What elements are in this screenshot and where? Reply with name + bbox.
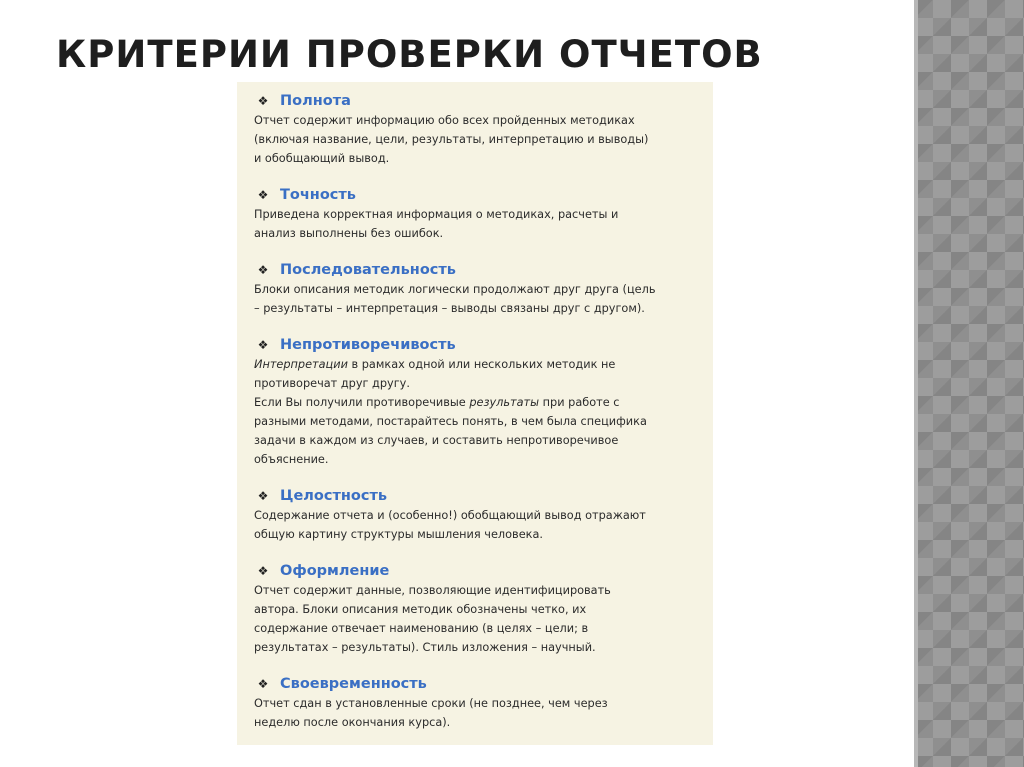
description-line: общую картину структуры мышления человека.: [254, 528, 543, 541]
line-text: при работе с: [539, 396, 620, 409]
criterion-description: [254, 506, 699, 544]
diamond-bullet-icon: ❖: [257, 677, 269, 691]
criterion-completeness: [254, 91, 699, 168]
description-line: Блоки описания методик логически продолжают друг друга (цель: [254, 283, 656, 296]
criterion-title: Своевременность: [280, 676, 427, 692]
criterion-formatting: [254, 561, 699, 657]
criterion-timeliness: [254, 674, 699, 732]
criterion-description: [254, 111, 699, 168]
decorative-side-band: [914, 0, 1024, 767]
line-text: в рамках одной или нескольких методик не: [347, 358, 616, 371]
criterion-description: [254, 205, 699, 243]
description-line: содержание отвечает наименованию (в целях – цели; в: [254, 622, 589, 635]
description-line: [254, 393, 699, 412]
description-line: объяснение.: [254, 453, 329, 466]
italic-term: результаты: [469, 396, 540, 409]
criterion-integrity: [254, 486, 699, 544]
criterion-accuracy: [254, 185, 699, 243]
description-line: задачи в каждом из случаев, и составить непротиворечивое: [254, 434, 619, 447]
criterion-title: Точность: [280, 187, 356, 203]
diamond-bullet-icon: ❖: [257, 263, 269, 277]
description-line: результатах – результаты). Стиль изложения – научный.: [254, 641, 596, 654]
line-text: Если Вы получили противоречивые: [254, 396, 470, 409]
description-line: автора. Блоки описания методик обозначены четко, их: [254, 603, 587, 616]
diamond-bullet-icon: ❖: [257, 489, 269, 503]
side-band-edge: [914, 0, 918, 767]
criterion-header: [254, 561, 699, 581]
criterion-title: Полнота: [280, 93, 351, 109]
description-line: разными методами, постарайтесь понять, в чем была специфика: [254, 415, 647, 428]
diamond-bullet-icon: ❖: [257, 188, 269, 202]
diamond-bullet-icon: ❖: [257, 338, 269, 352]
criterion-header: [254, 260, 699, 280]
criteria-panel: [237, 82, 713, 745]
italic-term: Интерпретации: [254, 358, 348, 371]
criterion-consistency: [254, 260, 699, 318]
slide-title: КРИТЕРИИ ПРОВЕРКИ ОТЧЕТОВ: [56, 33, 763, 76]
description-line: – результаты – интерпретация – выводы связаны друг с другом).: [254, 302, 645, 315]
description-line: Отчет содержит данные, позволяющие идентифицировать: [254, 584, 611, 597]
criterion-header: [254, 91, 699, 111]
criterion-header: [254, 335, 699, 355]
criterion-title: Непротиворечивость: [280, 337, 456, 353]
description-line: Приведена корректная информация о методиках, расчеты и: [254, 208, 619, 221]
criterion-title: Целостность: [280, 488, 388, 504]
criterion-non-contradiction: [254, 335, 699, 469]
criterion-header: [254, 185, 699, 205]
criterion-title: Последовательность: [280, 262, 456, 278]
criterion-title: Оформление: [280, 563, 390, 579]
criterion-description: [254, 355, 699, 469]
criterion-description: [254, 694, 699, 732]
criterion-description: [254, 280, 699, 318]
criterion-description: [254, 581, 699, 657]
description-line: анализ выполнены без ошибок.: [254, 227, 444, 240]
description-line: [254, 355, 699, 374]
description-line: Содержание отчета и (особенно!) обобщающий вывод отражают: [254, 509, 646, 522]
diamond-bullet-icon: ❖: [257, 94, 269, 108]
diamond-bullet-icon: ❖: [257, 564, 269, 578]
description-line: Отчет сдан в установленные сроки (не позднее, чем через: [254, 697, 608, 710]
criterion-header: [254, 674, 699, 694]
description-line: и обобщающий вывод.: [254, 152, 390, 165]
criterion-header: [254, 486, 699, 506]
description-line: Отчет содержит информацию обо всех пройденных методиках: [254, 114, 635, 127]
description-line: противоречат друг другу.: [254, 377, 410, 390]
description-line: (включая название, цели, результаты, интерпретацию и выводы): [254, 133, 649, 146]
description-line: неделю после окончания курса).: [254, 716, 451, 729]
